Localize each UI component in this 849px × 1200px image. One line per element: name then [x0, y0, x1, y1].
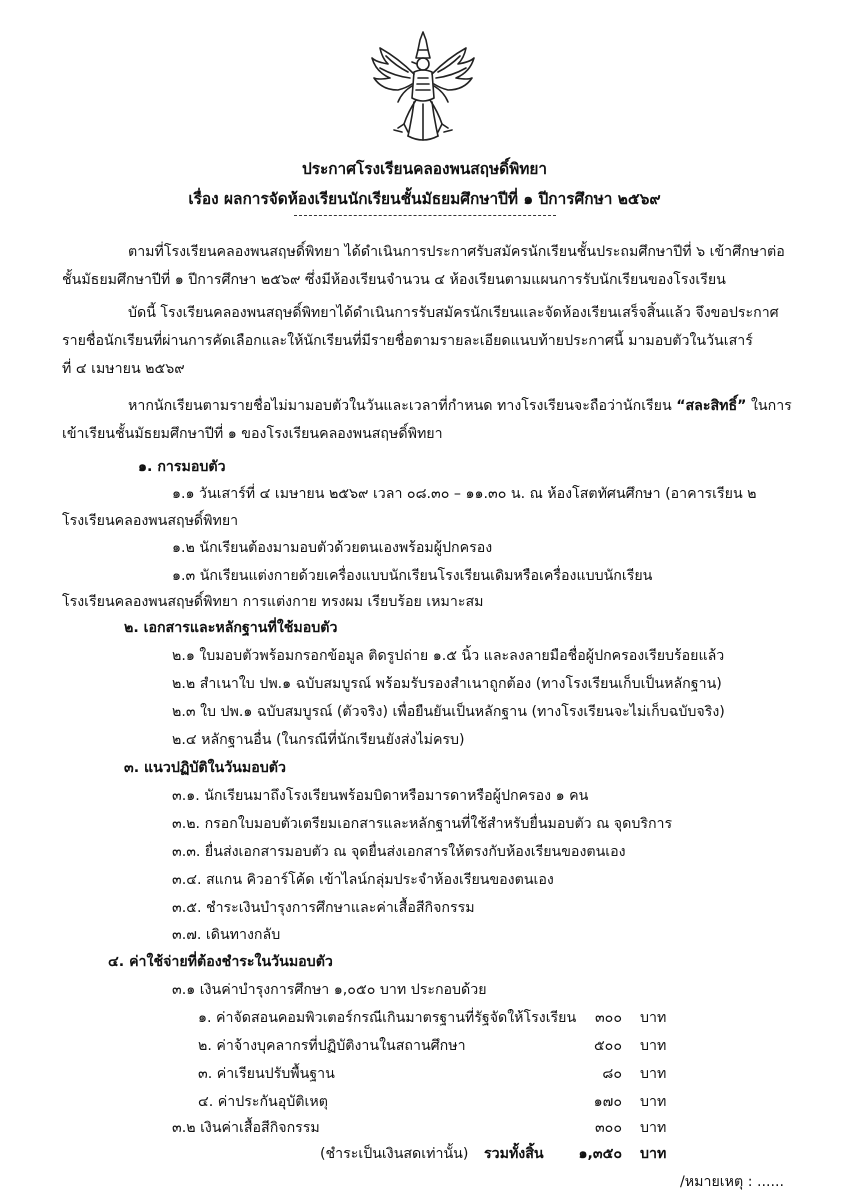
section-1-item-1-line-1: ๑.๑ วันเสาร์ที่ ๔ เมษายน ๒๕๖๙ เวลา ๐๘.๓๐ – ๑๑.๓๐ น. ณ ห้องโสตทัศนศึกษา (อาคารเรียน ๒ — [172, 486, 757, 502]
section-2-item-2: ๒.๒ สำเนาใบ ปพ.๑ ฉบับสมบูรณ์ พร้อมรับรองสำเนาถูกต้อง (ทางโรงเรียนเก็บเป็นหลักฐาน) — [172, 676, 722, 692]
total-unit: บาท — [640, 1146, 667, 1162]
title-separator — [294, 215, 556, 216]
fee-item-unit: บาท — [640, 1094, 667, 1110]
shirt-fee-amount: ๓๐๐ — [594, 1120, 622, 1136]
section-1-item-1-line-2: โรงเรียนคลองพนสฤษดิ์พิทยา — [62, 513, 239, 529]
announcement-subject: เรื่อง ผลการจัดห้องเรียนนักเรียนชั้นมัธยมศึกษาปีที่ ๑ ปีการศึกษา ๒๕๖๙ — [188, 190, 661, 208]
intro-paragraph-2-line-3: ที่ ๔ เมษายน ๒๕๖๙ — [62, 361, 185, 377]
section-1-item-3-line-2: โรงเรียนคลองพนสฤษดิ์พิทยา การแต่งกาย ทรงผม เรียบร้อย เหมาะสม — [62, 594, 484, 610]
fee-item-label: ๑. ค่าจัดสอนคอมพิวเตอร์กรณีเกินมาตรฐานที่รัฐจัดให้โรงเรียน — [198, 1010, 577, 1026]
fee-item-amount: ๕๐๐ — [593, 1038, 622, 1054]
section-1-heading: ๑. การมอบตัว — [138, 459, 226, 475]
section-3-heading: ๓. แนวปฏิบัติในวันมอบตัว — [124, 760, 286, 776]
intro-paragraph-1-line-2: ชั้นมัธยมศึกษาปีที่ ๑ ปีการศึกษา ๒๕๖๙ ซึ่งมีห้องเรียนจำนวน ๔ ห้องเรียนตามแผนการรับนักเรียนของโรงเรียน — [62, 272, 726, 288]
section-1-item-2: ๑.๒ นักเรียนต้องมามอบตัวด้วยตนเองพร้อมผู้ปกครอง — [172, 540, 493, 556]
section-2-item-3: ๒.๓ ใบ ปพ.๑ ฉบับสมบูรณ์ (ตัวจริง) เพื่อยืนยันเป็นหลักฐาน (ทางโรงเรียนจะไม่เก็บฉบับจริง) — [172, 704, 725, 720]
section-2-item-1: ๒.๑ ใบมอบตัวพร้อมกรอกข้อมูล ติดรูปถ่าย ๑.๕ นิ้ว และลงลายมือชื่อผู้ปกครองเรียบร้อยแล้ว — [172, 648, 725, 664]
intro-paragraph-2-line-1: บัดนี้ โรงเรียนคลองพนสฤษดิ์พิทยาได้ดำเนินการรับสมัครนักเรียนและจัดห้องเรียนเสร็จสิ้นแล้ว จึงขอประกาศ — [128, 305, 779, 321]
fee-item-label: ๓. ค่าเรียนปรับพื้นฐาน — [198, 1066, 335, 1082]
announcement-title: ประกาศโรงเรียนคลองพนสฤษดิ์พิทยา — [301, 160, 548, 178]
section-4-heading: ๔. ค่าใช้จ่ายที่ต้องชำระในวันมอบตัว — [108, 954, 333, 970]
shirt-fee-unit: บาท — [640, 1120, 667, 1136]
section-2-heading: ๒. เอกสารและหลักฐานที่ใช้มอบตัว — [124, 620, 338, 636]
section-2-item-4: ๒.๔ หลักฐานอื่น (ในกรณีที่นักเรียนยังส่งไม่ครบ) — [172, 732, 465, 748]
fee-item-amount: ๘๐ — [602, 1066, 622, 1082]
forfeit-keyword: “สละสิทธิ์” — [676, 398, 747, 414]
section-3-item-4: ๓.๔. สแกน คิวอาร์โค้ด เข้าไลน์กลุ่มประจำห้องเรียนของตนเอง — [172, 872, 554, 888]
fee-item-unit: บาท — [640, 1038, 667, 1054]
intro-paragraph-3-line-1 — [128, 396, 792, 416]
fee-item-unit: บาท — [640, 1010, 667, 1026]
fee-item-label: ๒. ค่าจ้างบุคลากรที่ปฏิบัติงานในสถานศึกษา — [198, 1038, 466, 1054]
section-3-item-6: ๓.๗. เดินทางกลับ — [172, 927, 281, 943]
section-1-item-3-line-1: ๑.๓ นักเรียนแต่งกายด้วยเครื่องแบบนักเรียนโรงเรียนเดิมหรือเครื่องแบบนักเรียน — [172, 568, 653, 584]
footer-note: /หมายเหตุ : ...... — [680, 1174, 785, 1190]
fee-item-unit: บาท — [640, 1066, 667, 1082]
forfeit-text-after: ในการ — [746, 398, 792, 414]
cash-only-note: (ชำระเป็นเงินสดเท่านั้น) — [320, 1146, 469, 1162]
forfeit-text-before: หากนักเรียนตามรายชื่อไม่มามอบตัวในวันและเวลาที่กำหนด ทางโรงเรียนจะถือว่านักเรียน — [128, 398, 677, 414]
fee-item-amount: ๑๗๐ — [593, 1094, 622, 1110]
intro-paragraph-1-line-1: ตามที่โรงเรียนคลองพนสฤษดิ์พิทยา ได้ดำเนินการประกาศรับสมัครนักเรียนชั้นประถมศึกษาปีที่ ๖ เข้าศึกษาต่อ — [128, 244, 785, 260]
fee-item-label: ๔. ค่าประกันอุบัติเหตุ — [198, 1094, 328, 1110]
total-amount: ๑,๓๕๐ — [578, 1146, 622, 1162]
section-3-item-3: ๓.๓. ยื่นส่งเอกสารมอบตัว ณ จุดยื่นส่งเอกสารให้ตรงกับห้องเรียนของตนเอง — [172, 844, 626, 860]
intro-paragraph-2-line-2: รายชื่อนักเรียนที่ผ่านการคัดเลือกและให้นักเรียนที่มีรายชื่อตามรายละเอียดแนบท้ายประกาศนี้ มามอบตัวในวันเสาร์ — [62, 333, 753, 349]
fee-intro: ๓.๑ เงินค่าบำรุงการศึกษา ๑,๐๕๐ บาท ประกอบด้วย — [172, 982, 487, 998]
garuda-emblem-icon — [368, 28, 478, 146]
shirt-fee-label: ๓.๒ เงินค่าเสื้อสีกิจกรรม — [172, 1120, 320, 1136]
total-label: รวมทั้งสิ้น — [484, 1146, 544, 1162]
fee-item-amount: ๓๐๐ — [594, 1010, 622, 1026]
section-3-item-2: ๓.๒. กรอกใบมอบตัวเตรียมเอกสารและหลักฐานที่ใช้สำหรับยื่นมอบตัว ณ จุดบริการ — [172, 816, 673, 832]
section-3-item-5: ๓.๕. ชำระเงินบำรุงการศึกษาและค่าเสื้อสีกิจกรรม — [172, 900, 475, 916]
section-3-item-1: ๓.๑. นักเรียนมาถึงโรงเรียนพร้อมบิดาหรือมารดาหรือผู้ปกครอง ๑ คน — [172, 788, 589, 804]
intro-paragraph-3-line-2: เข้าเรียนชั้นมัธยมศึกษาปีที่ ๑ ของโรงเรียนคลองพนสฤษดิ์พิทยา — [62, 426, 443, 442]
